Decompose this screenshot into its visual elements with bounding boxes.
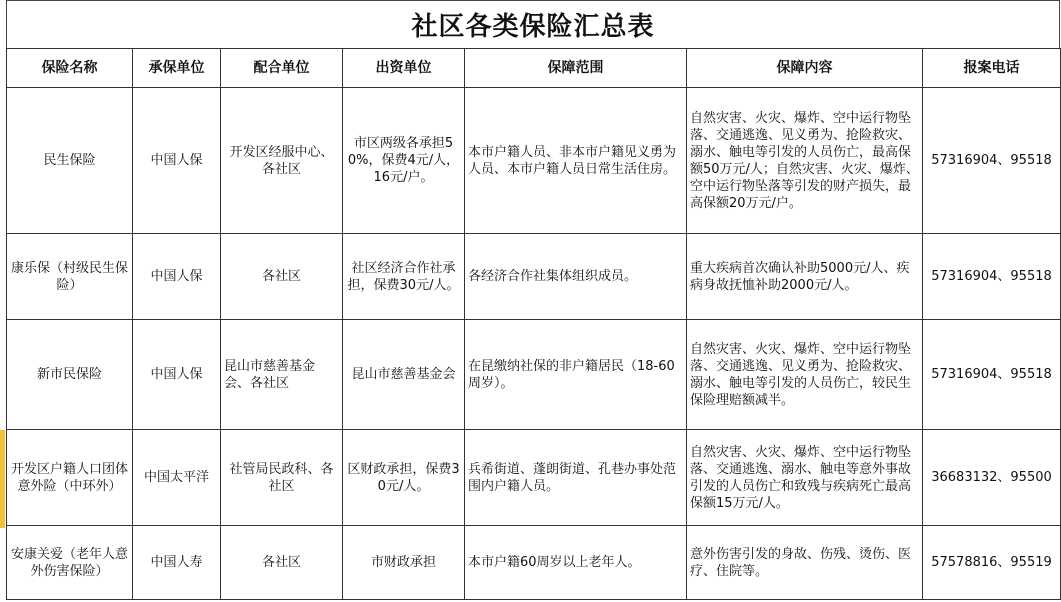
table-row	[7, 320, 1061, 430]
table-row	[7, 88, 1061, 234]
table-row	[7, 526, 1061, 600]
cell-funder: 昆山市慈善基金会	[343, 320, 465, 430]
cell-funder: 区财政承担，保费30元/人。	[343, 430, 465, 526]
header-insurance-name: 保险名称	[7, 49, 133, 88]
cell-phone: 36683132、95500	[923, 430, 1061, 526]
table-row	[7, 234, 1061, 320]
cell-scope: 兵希街道、蓬朗街道、孔巷办事处范围内户籍人员。	[465, 430, 687, 526]
cell-insurer: 中国人保	[133, 320, 221, 430]
cell-partner: 开发区经服中心、各社区	[221, 88, 343, 234]
cell-scope: 各经济合作社集体组织成员。	[465, 234, 687, 320]
cell-insurer: 中国太平洋	[133, 430, 221, 526]
header-partner: 配合单位	[221, 49, 343, 88]
cell-insurance-name: 康乐保（村级民生保险）	[7, 234, 133, 320]
cell-insurer: 中国人保	[133, 234, 221, 320]
cell-insurance-name: 开发区户籍人口团体意外险（中环外）	[7, 430, 133, 526]
cell-funder: 市区两级各承担50%，保费4元/人，16元/户。	[343, 88, 465, 234]
cell-scope: 在昆缴纳社保的非户籍居民（18-60周岁）。	[465, 320, 687, 430]
cell-phone: 57316904、95518	[923, 234, 1061, 320]
cell-content: 自然灾害、火灾、爆炸、空中运行物坠落、交通逃逸、见义勇为、抢险救灾、溺水、触电等引发的人员伤亡，最高保额50万元/人；自然灾害、火灾、爆炸、空中运行物坠落等引发的财产损失，最高保额20万元/户。	[687, 88, 923, 234]
cell-insurer: 中国人保	[133, 88, 221, 234]
cell-insurance-name: 新市民保险	[7, 320, 133, 430]
cell-insurance-name: 安康关爱（老年人意外伤害保险）	[7, 526, 133, 600]
cell-content: 意外伤害引发的身故、伤残、烫伤、医疗、住院等。	[687, 526, 923, 600]
cell-funder: 市财政承担	[343, 526, 465, 600]
header-row	[7, 49, 1061, 88]
cell-phone: 57578816、95519	[923, 526, 1061, 600]
row-highlight-marker	[0, 430, 5, 528]
cell-content: 重大疾病首次确认补助5000元/人、疾病身故抚恤补助2000元/人。	[687, 234, 923, 320]
cell-partner: 社管局民政科、各社区	[221, 430, 343, 526]
cell-scope: 本市户籍60周岁以上老年人。	[465, 526, 687, 600]
table-row	[7, 430, 1061, 526]
title-row	[6, 0, 1060, 48]
header-content: 保障内容	[687, 49, 923, 88]
cell-funder: 社区经济合作社承担，保费30元/人。	[343, 234, 465, 320]
insurance-summary-table	[6, 48, 1061, 600]
page-title: 社区各类保险汇总表	[411, 12, 655, 42]
cell-scope: 本市户籍人员、非本市户籍见义勇为人员、本市户籍人员日常生活住房。	[465, 88, 687, 234]
cell-partner: 各社区	[221, 234, 343, 320]
cell-phone: 57316904、95518	[923, 320, 1061, 430]
cell-content: 自然灾害、火灾、爆炸、空中运行物坠落、交通逃逸、见义勇为、抢险救灾、溺水、触电等引发的人员伤亡，较民生保险理赔额减半。	[687, 320, 923, 430]
header-insurer: 承保单位	[133, 49, 221, 88]
cell-content: 自然灾害、火灾、爆炸、空中运行物坠落、交通逃逸、溺水、触电等意外事故引发的人员伤亡和致残与疾病死亡最高保额15万元/人。	[687, 430, 923, 526]
cell-insurance-name: 民生保险	[7, 88, 133, 234]
header-phone: 报案电话	[923, 49, 1061, 88]
cell-partner: 昆山市慈善基金会、各社区	[221, 320, 343, 430]
cell-phone: 57316904、95518	[923, 88, 1061, 234]
header-scope: 保障范围	[465, 49, 687, 88]
header-funder: 出资单位	[343, 49, 465, 88]
cell-insurer: 中国人寿	[133, 526, 221, 600]
cell-partner: 各社区	[221, 526, 343, 600]
